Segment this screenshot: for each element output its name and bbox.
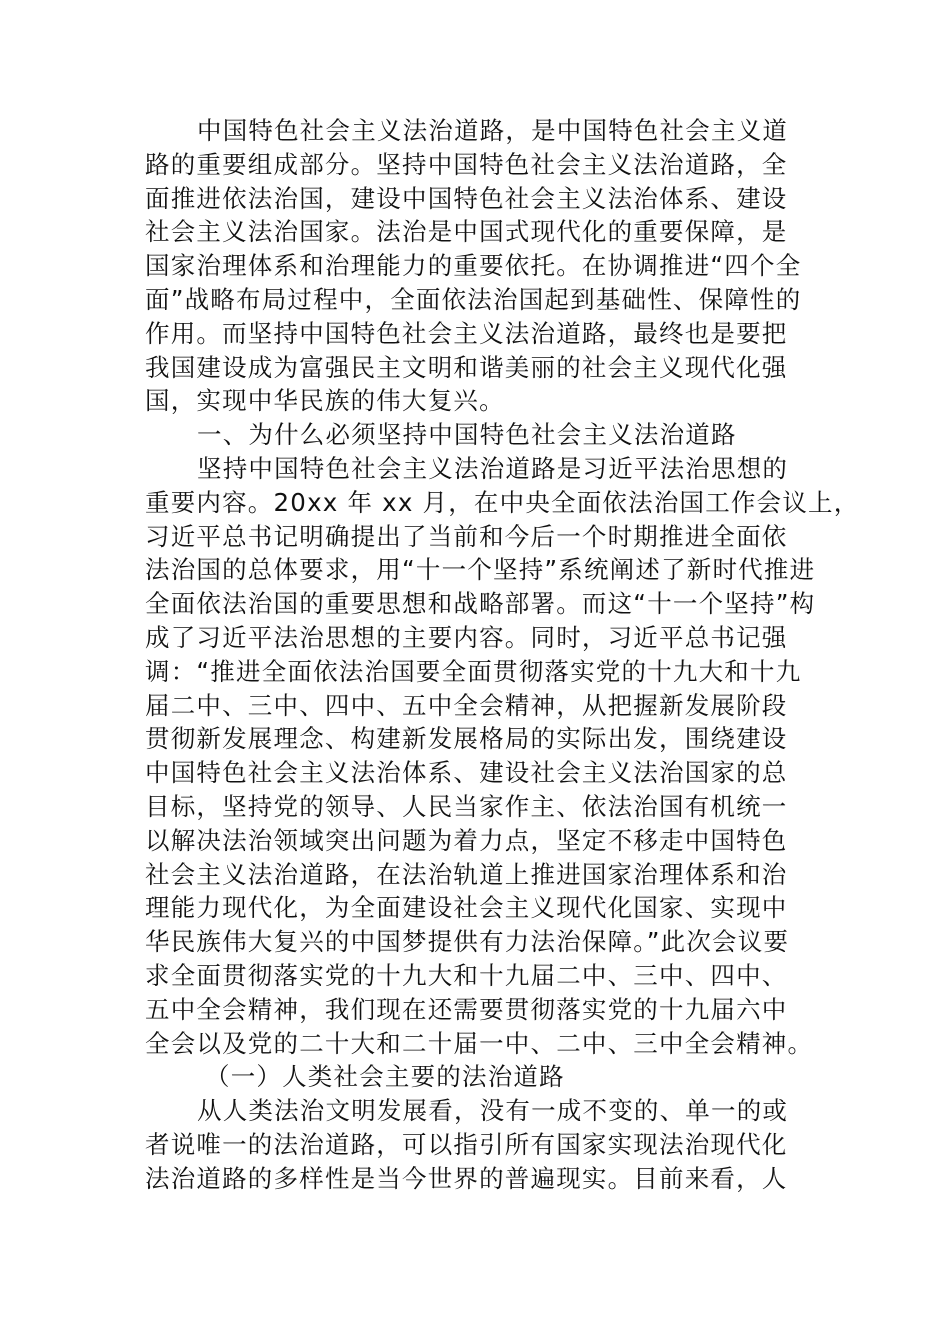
paragraph-line: 坚持中国特色社会主义法治道路是习近平法治思想的 [197,453,789,483]
paragraph-line: 求全面贯彻落实党的十九大和十九届二中、三中、四中、 [145,960,788,990]
paragraph-line: 以解决法治领域突出问题为着力点，坚定不移走中国特色 [145,825,788,855]
paragraph-line: 国，实现中华民族的伟大复兴。 [145,386,505,416]
paragraph-line: 面”战略布局过程中，全面依法治国起到基础性、保障性的 [145,284,802,314]
paragraph-line: 调：“推进全面依法治国要全面贯彻落实党的十九大和十九 [145,656,802,686]
paragraph-line: 贯彻新发展理念、构建新发展格局的实际出发，围绕建设 [145,724,788,754]
paragraph-line: 中国特色社会主义法治体系、建设社会主义法治国家的总 [145,758,788,788]
paragraph-line: 从人类法治文明发展看，没有一成不变的、单一的或 [197,1096,789,1126]
paragraph-line: 届二中、三中、四中、五中全会精神，从把握新发展阶段 [145,690,788,720]
paragraph-line: 法治国的总体要求，用“十一个坚持”系统阐述了新时代推进 [145,555,816,585]
paragraph-line: 国家治理体系和治理能力的重要依托。在协调推进“四个全 [145,251,802,281]
paragraph-line: 成了习近平法治思想的主要内容。同时，习近平总书记强 [145,622,788,652]
paragraph-line: 华民族伟大复兴的中国梦提供有力法治保障。”此次会议要 [145,927,790,957]
paragraph-line: 作用。而坚持中国特色社会主义法治道路，最终也是要把 [145,318,788,348]
paragraph-line: 重要内容。20xx 年 xx 月，在中央全面依法治国工作会议上， [145,487,860,517]
paragraph-line: 全会以及党的二十大和二十届一中、二中、三中全会精神。 [145,1028,814,1058]
paragraph-line: 我国建设成为富强民主文明和谐美丽的社会主义现代化强 [145,352,788,382]
paragraph-line: 社会主义法治道路，在法治轨道上推进国家治理体系和治 [145,859,788,889]
paragraph-line: 全面依法治国的重要思想和战略部署。而这“十一个坚持”构 [145,589,816,619]
paragraph-line: 目标，坚持党的领导、人民当家作主、依法治国有机统一 [145,791,788,821]
paragraph-line: 路的重要组成部分。坚持中国特色社会主义法治道路，全 [145,149,788,179]
paragraph-line: 五中全会精神，我们现在还需要贯彻落实党的十九届六中 [145,994,788,1024]
subsection-heading: （一）人类社会主要的法治道路 [205,1062,565,1092]
paragraph-line: 法治道路的多样性是当今世界的普遍现实。目前来看，人 [145,1163,788,1193]
paragraph-line: 者说唯一的法治道路，可以指引所有国家实现法治现代化 [145,1129,788,1159]
document-body [145,114,860,1196]
paragraph-line: 理能力现代化，为全面建设社会主义现代化国家、实现中 [145,893,788,923]
paragraph-line: 中国特色社会主义法治道路，是中国特色社会主义道 [197,116,789,145]
paragraph-line: 面推进依法治国，建设中国特色社会主义法治体系、建设 [145,183,788,213]
paragraph-line: 习近平总书记明确提出了当前和今后一个时期推进全面依 [145,521,788,551]
paragraph-line: 社会主义法治国家。法治是中国式现代化的重要保障，是 [145,217,788,247]
section-heading: 一、为什么必须坚持中国特色社会主义法治道路 [197,420,737,450]
